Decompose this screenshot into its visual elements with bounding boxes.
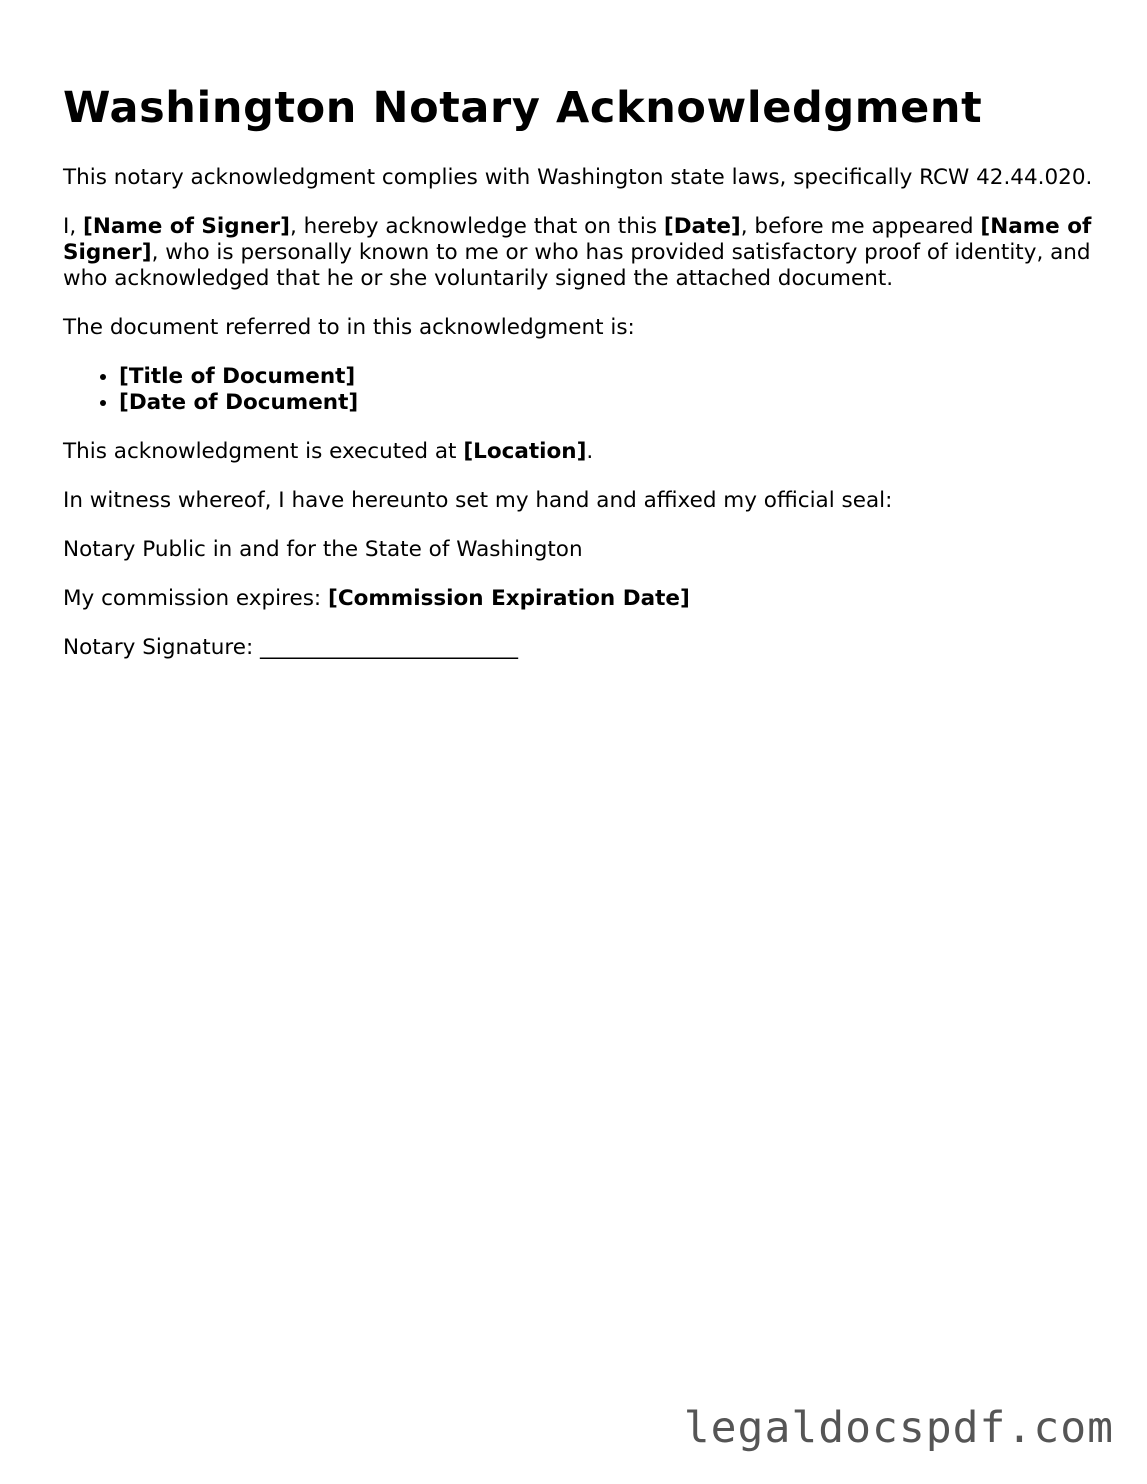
document-title-placeholder: [Title of Document] (119, 364, 356, 389)
signer-name-placeholder: [Name of Signer] (83, 214, 290, 239)
notary-signature-line: Notary Signature: ________________________ (63, 635, 519, 660)
ack-text-4: , who is personally known to me or who has provided satisfactory proof of identity, and who acknowledged that he or she voluntarily signed the attached document. (63, 240, 1091, 291)
executed-suffix: . (586, 439, 594, 464)
page-title: Washington Notary Acknowledgment (63, 83, 983, 133)
list-item (119, 390, 1093, 416)
ack-text-3: , before me appeared (740, 214, 981, 239)
intro-paragraph: This notary acknowledgment complies with Washington state laws, specifically RCW 42.44.020. (63, 165, 1093, 190)
document-page (63, 84, 1093, 684)
acknowledgment-paragraph (63, 214, 1093, 292)
document-date-placeholder: [Date of Document] (119, 390, 359, 415)
list-item (119, 364, 1093, 390)
document-details-list (63, 364, 1093, 416)
commission-label: My commission expires: (63, 586, 329, 611)
ack-text-2: , hereby acknowledge that on this (290, 214, 664, 239)
executed-text: This acknowledgment is executed at (63, 439, 464, 464)
executed-location-paragraph (63, 439, 1093, 465)
commission-date-placeholder: [Commission Expiration Date] (328, 586, 690, 611)
watermark-text: legaldocspdf.com (683, 1403, 1114, 1453)
ack-text-1: I, (63, 214, 84, 239)
location-placeholder: [Location] (463, 439, 587, 464)
commission-expiration-line (63, 586, 1093, 612)
date-placeholder: [Date] (663, 214, 741, 239)
signer-name-placeholder-2: [Name of Signer] (63, 214, 1092, 265)
witness-paragraph: In witness whereof, I have hereunto set my hand and affixed my official seal: (63, 488, 893, 513)
referred-document-paragraph: The document referred to in this acknowledgment is: (63, 315, 635, 340)
notary-public-line: Notary Public in and for the State of Washington (63, 537, 583, 562)
